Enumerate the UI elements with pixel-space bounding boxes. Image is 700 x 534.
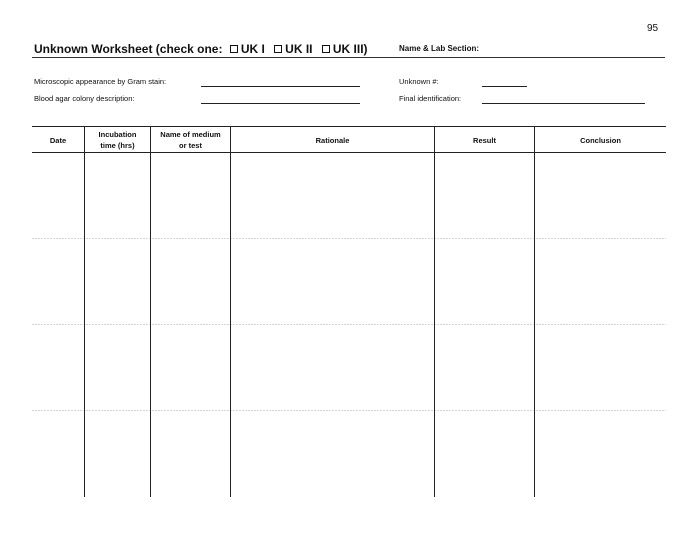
final-identification-label: Final identification: [399,94,462,103]
gram-stain-label: Microscopic appearance by Gram stain: [34,77,167,86]
column-header-date [32,129,84,151]
column-header-line: time (hrs) [100,141,135,150]
unknown-number-label: Unknown #: [399,77,439,86]
blood-agar-label: Blood agar colony description: [34,94,135,103]
column-header-line: Rationale [315,135,350,145]
column-header-result [435,129,534,151]
checkbox-uk2-label: UK II [285,42,313,56]
column-header-rationale [231,129,434,151]
column-header-line: Name of medium [160,130,221,139]
column-header-line: Result [473,135,496,145]
worksheet-title-text: Unknown Worksheet (check one: [34,42,223,56]
name-lab-section-label: Name & Lab Section: [399,44,480,53]
column-header-line: Date [49,135,67,145]
column-header-line: Incubation [98,130,137,139]
checkbox-uk1-label: UK I [240,42,265,56]
column-header-incubation-time [85,129,150,151]
checkbox-uk3-label: UK III) [332,42,368,56]
column-header-conclusion [535,129,666,151]
page-number: 95 [647,23,659,34]
column-header-line: or test [179,141,202,150]
column-header-medium [151,129,230,151]
column-header-line: Conclusion [580,135,621,145]
